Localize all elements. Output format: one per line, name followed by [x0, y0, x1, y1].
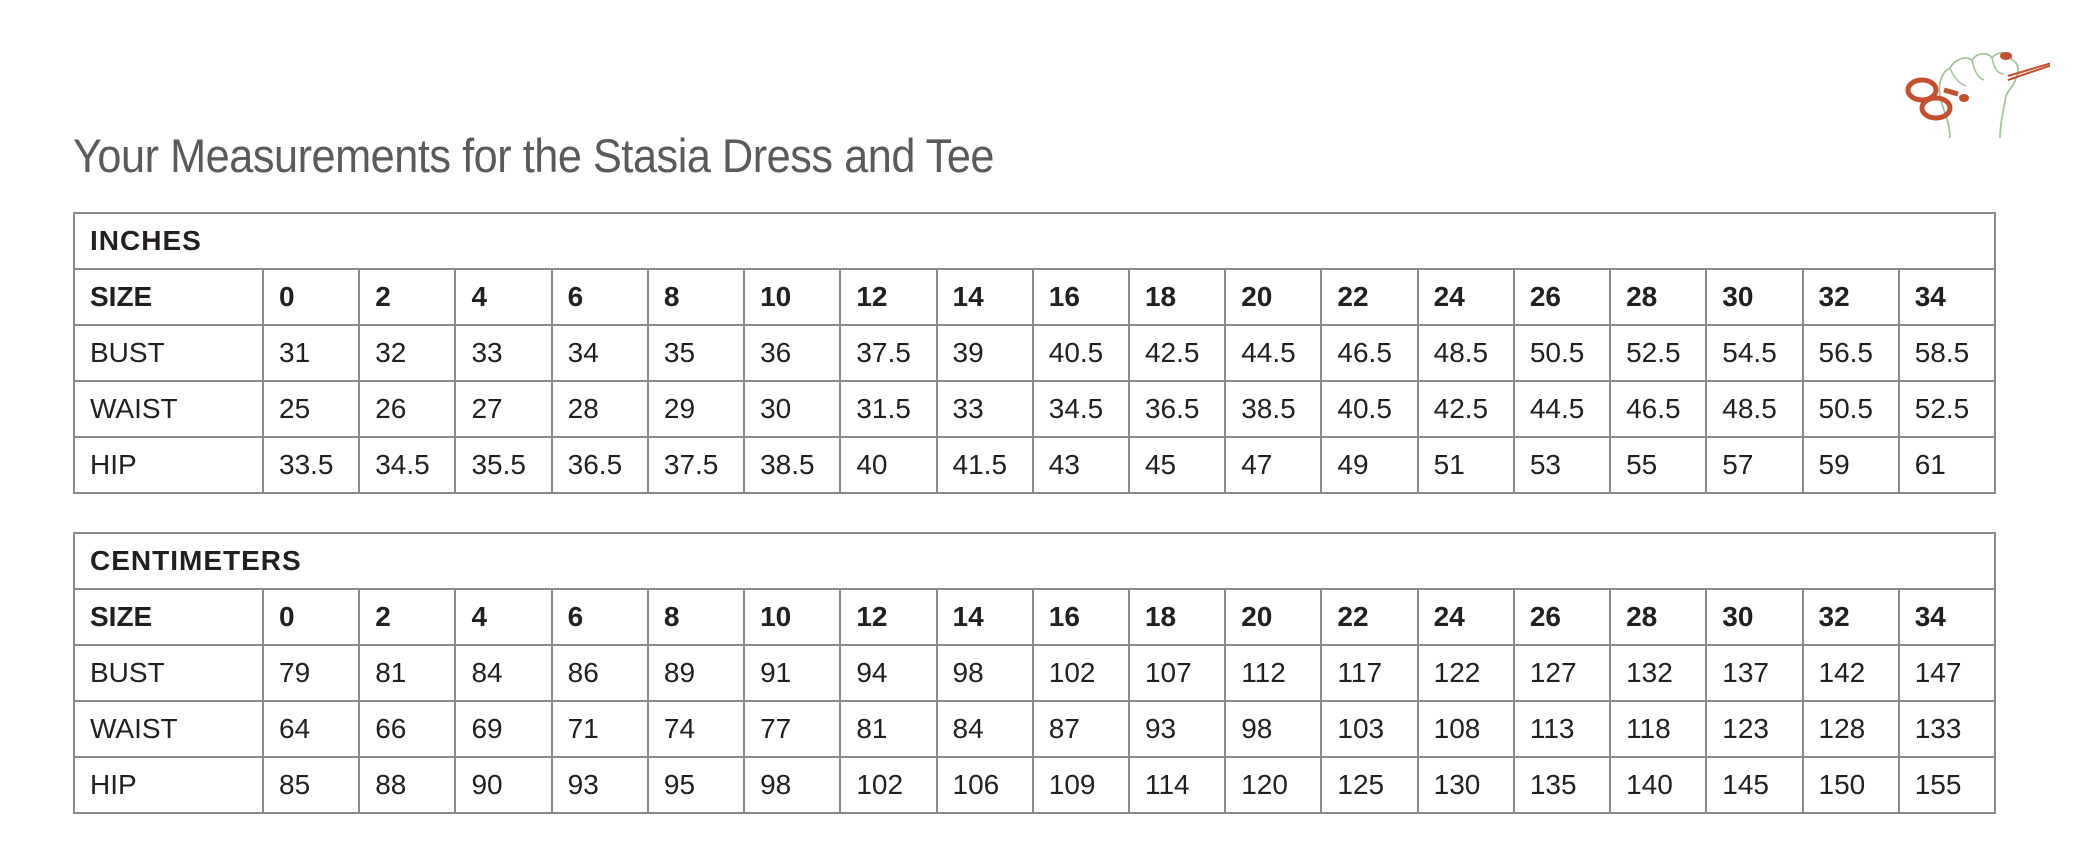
centimeters-measurement-rows	[74, 645, 1995, 813]
measurement-cell: 38.5	[1225, 381, 1321, 437]
measurement-cell: 47	[1225, 437, 1321, 493]
measurement-cell: 40.5	[1033, 325, 1129, 381]
size-cell: 0	[263, 589, 359, 645]
measurement-cell: 109	[1033, 757, 1129, 813]
size-cell: 14	[937, 589, 1033, 645]
measurement-cell: 44.5	[1225, 325, 1321, 381]
measurement-cell: 130	[1418, 757, 1514, 813]
measurement-cell: 52.5	[1610, 325, 1706, 381]
measurement-cell: 140	[1610, 757, 1706, 813]
measurement-cell: 71	[552, 701, 648, 757]
measurement-cell: 54.5	[1706, 325, 1802, 381]
measurement-cell: 128	[1803, 701, 1899, 757]
measurement-cell: 27	[455, 381, 551, 437]
size-cell: 10	[744, 269, 840, 325]
measurement-cell: 114	[1129, 757, 1225, 813]
unit-header-row	[74, 213, 1995, 269]
size-cell: 6	[552, 269, 648, 325]
centimeters-size-table	[73, 532, 1996, 814]
measurement-label: WAIST	[74, 701, 263, 757]
measurement-cell: 42.5	[1418, 381, 1514, 437]
measurement-cell: 137	[1706, 645, 1802, 701]
measurement-cell: 117	[1321, 645, 1417, 701]
size-cell: 0	[263, 269, 359, 325]
size-cell: 12	[840, 589, 936, 645]
measurement-cell: 98	[937, 645, 1033, 701]
measurement-row-waist	[74, 701, 1995, 757]
size-cell: 34	[1899, 589, 1995, 645]
size-cell: 34	[1899, 269, 1995, 325]
size-cell: 2	[359, 589, 455, 645]
measurement-cell: 50.5	[1514, 325, 1610, 381]
measurement-cell: 85	[263, 757, 359, 813]
measurement-cell: 87	[1033, 701, 1129, 757]
measurement-cell: 107	[1129, 645, 1225, 701]
measurement-cell: 86	[552, 645, 648, 701]
measurement-cell: 84	[455, 645, 551, 701]
measurement-row-bust	[74, 325, 1995, 381]
measurement-cell: 122	[1418, 645, 1514, 701]
size-label: SIZE	[74, 269, 263, 325]
size-cell: 22	[1321, 269, 1417, 325]
measurement-cell: 108	[1418, 701, 1514, 757]
measurement-cell: 66	[359, 701, 455, 757]
measurement-cell: 37.5	[648, 437, 744, 493]
measurement-cell: 53	[1514, 437, 1610, 493]
measurement-cell: 81	[840, 701, 936, 757]
unit-label: CENTIMETERS	[74, 533, 1995, 589]
size-cell: 32	[1803, 589, 1899, 645]
measurement-row-waist	[74, 381, 1995, 437]
measurement-cell: 55	[1610, 437, 1706, 493]
size-cell: 4	[455, 269, 551, 325]
measurement-cell: 91	[744, 645, 840, 701]
measurement-row-bust	[74, 645, 1995, 701]
size-cell: 22	[1321, 589, 1417, 645]
measurement-cell: 120	[1225, 757, 1321, 813]
measurement-label: BUST	[74, 325, 263, 381]
measurement-cell: 77	[744, 701, 840, 757]
unit-label: INCHES	[74, 213, 1995, 269]
measurement-cell: 106	[937, 757, 1033, 813]
measurement-cell: 59	[1803, 437, 1899, 493]
measurement-cell: 64	[263, 701, 359, 757]
measurement-cell: 90	[455, 757, 551, 813]
measurement-cell: 50.5	[1803, 381, 1899, 437]
measurement-cell: 39	[937, 325, 1033, 381]
measurement-cell: 31.5	[840, 381, 936, 437]
measurement-cell: 132	[1610, 645, 1706, 701]
size-cell: 32	[1803, 269, 1899, 325]
measurement-cell: 81	[359, 645, 455, 701]
measurement-cell: 44.5	[1514, 381, 1610, 437]
measurement-cell: 147	[1899, 645, 1995, 701]
measurement-cell: 135	[1514, 757, 1610, 813]
size-cell: 18	[1129, 589, 1225, 645]
measurement-cell: 98	[744, 757, 840, 813]
measurement-cell: 58.5	[1899, 325, 1995, 381]
measurement-cell: 88	[359, 757, 455, 813]
measurement-cell: 125	[1321, 757, 1417, 813]
measurement-cell: 69	[455, 701, 551, 757]
measurement-cell: 93	[552, 757, 648, 813]
measurement-cell: 33	[455, 325, 551, 381]
size-cell: 16	[1033, 269, 1129, 325]
inches-measurement-rows	[74, 325, 1995, 493]
measurement-cell: 35.5	[455, 437, 551, 493]
size-cell: 24	[1418, 269, 1514, 325]
measurement-cell: 118	[1610, 701, 1706, 757]
measurement-cell: 40.5	[1321, 381, 1417, 437]
measurement-cell: 37.5	[840, 325, 936, 381]
page-title: Your Measurements for the Stasia Dress and Tee	[73, 129, 995, 182]
measurement-cell: 34	[552, 325, 648, 381]
size-cell: 30	[1706, 269, 1802, 325]
size-cell: 18	[1129, 269, 1225, 325]
measurement-cell: 57	[1706, 437, 1802, 493]
measurement-cell: 52.5	[1899, 381, 1995, 437]
measurement-cell: 25	[263, 381, 359, 437]
measurement-cell: 43	[1033, 437, 1129, 493]
size-cell: 26	[1514, 589, 1610, 645]
measurement-cell: 113	[1514, 701, 1610, 757]
measurement-cell: 34.5	[359, 437, 455, 493]
measurement-cell: 133	[1899, 701, 1995, 757]
size-cell: 12	[840, 269, 936, 325]
measurement-cell: 36.5	[1129, 381, 1225, 437]
size-cell: 20	[1225, 269, 1321, 325]
size-cell: 2	[359, 269, 455, 325]
measurement-label: WAIST	[74, 381, 263, 437]
measurement-cell: 36.5	[552, 437, 648, 493]
size-label: SIZE	[74, 589, 263, 645]
measurement-row-hip	[74, 437, 1995, 493]
measurement-cell: 56.5	[1803, 325, 1899, 381]
measurement-label: BUST	[74, 645, 263, 701]
measurement-cell: 102	[840, 757, 936, 813]
measurement-cell: 35	[648, 325, 744, 381]
measurement-cell: 155	[1899, 757, 1995, 813]
measurement-cell: 42.5	[1129, 325, 1225, 381]
measurement-cell: 33	[937, 381, 1033, 437]
measurement-cell: 51	[1418, 437, 1514, 493]
measurement-cell: 84	[937, 701, 1033, 757]
size-cell: 8	[648, 589, 744, 645]
measurement-cell: 28	[552, 381, 648, 437]
measurement-cell: 41.5	[937, 437, 1033, 493]
measurement-cell: 48.5	[1418, 325, 1514, 381]
size-cell: 24	[1418, 589, 1514, 645]
size-cell: 10	[744, 589, 840, 645]
measurement-cell: 49	[1321, 437, 1417, 493]
measurement-cell: 123	[1706, 701, 1802, 757]
measurement-label: HIP	[74, 757, 263, 813]
measurement-cell: 32	[359, 325, 455, 381]
hand-holding-scissors-icon	[1880, 30, 2050, 140]
measurement-label: HIP	[74, 437, 263, 493]
size-cell: 16	[1033, 589, 1129, 645]
measurement-cell: 61	[1899, 437, 1995, 493]
measurement-cell: 48.5	[1706, 381, 1802, 437]
measurement-cell: 29	[648, 381, 744, 437]
size-row	[74, 589, 1995, 645]
size-cell: 30	[1706, 589, 1802, 645]
size-cell: 4	[455, 589, 551, 645]
measurement-cell: 150	[1803, 757, 1899, 813]
measurement-cell: 142	[1803, 645, 1899, 701]
measurement-cell: 38.5	[744, 437, 840, 493]
measurement-cell: 94	[840, 645, 936, 701]
measurement-cell: 40	[840, 437, 936, 493]
measurement-cell: 127	[1514, 645, 1610, 701]
measurement-cell: 102	[1033, 645, 1129, 701]
measurement-cell: 95	[648, 757, 744, 813]
measurement-cell: 26	[359, 381, 455, 437]
measurement-cell: 98	[1225, 701, 1321, 757]
measurement-cell: 93	[1129, 701, 1225, 757]
size-cell: 8	[648, 269, 744, 325]
size-cell: 28	[1610, 589, 1706, 645]
measurement-cell: 34.5	[1033, 381, 1129, 437]
measurement-cell: 31	[263, 325, 359, 381]
measurement-cell: 46.5	[1610, 381, 1706, 437]
measurement-cell: 103	[1321, 701, 1417, 757]
size-cell: 26	[1514, 269, 1610, 325]
measurement-cell: 33.5	[263, 437, 359, 493]
measurement-cell: 89	[648, 645, 744, 701]
measurement-cell: 45	[1129, 437, 1225, 493]
measurement-cell: 145	[1706, 757, 1802, 813]
inches-size-table	[73, 212, 1996, 494]
measurement-cell: 79	[263, 645, 359, 701]
size-cell: 6	[552, 589, 648, 645]
measurement-cell: 46.5	[1321, 325, 1417, 381]
size-cell: 20	[1225, 589, 1321, 645]
unit-header-row	[74, 533, 1995, 589]
measurement-cell: 74	[648, 701, 744, 757]
measurement-cell: 112	[1225, 645, 1321, 701]
measurement-cell: 36	[744, 325, 840, 381]
size-cell: 28	[1610, 269, 1706, 325]
size-row	[74, 269, 1995, 325]
size-cell: 14	[937, 269, 1033, 325]
measurement-row-hip	[74, 757, 1995, 813]
measurement-cell: 30	[744, 381, 840, 437]
